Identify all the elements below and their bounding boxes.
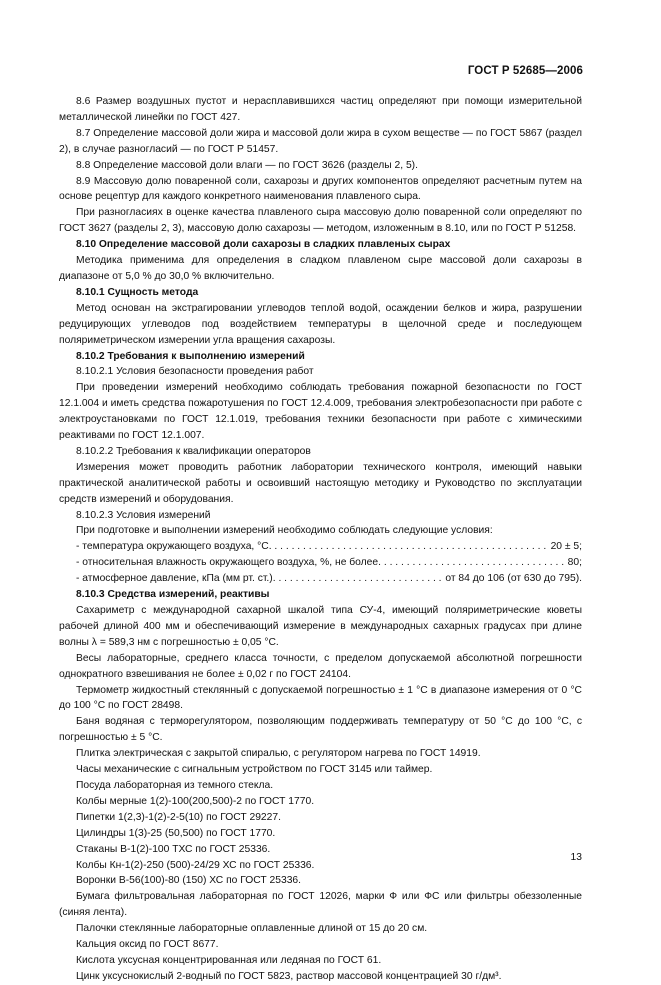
item-filter-paper: Бумага фильтровальная лабораторная по ГОСТ 12026, марки Ф или ФС или фильтры обеззоленные (синяя лента).	[59, 891, 582, 919]
paragraph-8-8: 8.8 Определение массовой доли влаги — по ГОСТ 3626 (разделы 2, 5).	[76, 159, 418, 171]
heading-8-10-1: 8.10.1 Сущность метода	[76, 286, 199, 298]
item-glass-rods: Палочки стеклянные лабораторные оплавленные длиной от 15 до 20 см.	[76, 923, 428, 935]
condition-pressure	[59, 571, 582, 587]
item-scales: Весы лабораторные, среднего класса точности, с пределом допускаемой абсолютной погрешности однократного взвешивания не более ± 0,02 г по ГОСТ 24104.	[59, 652, 582, 680]
dot-leader	[273, 571, 443, 587]
heading-8-10-2-3: 8.10.2.3 Условия измерений	[76, 509, 211, 521]
item-funnels: Воронки В-56(100)-80 (150) ХС по ГОСТ 25336.	[76, 875, 302, 887]
item-beakers: Стаканы В-1(2)-100 ТХС по ГОСТ 25336.	[76, 843, 271, 855]
condition-humidity-value: 80;	[567, 557, 582, 569]
item-water-bath: Баня водяная с терморегулятором, позволяющим поддерживать температуру от 50 °С до 100 °С, с погрешностью ± 5 °С.	[59, 716, 582, 744]
paragraph-method-essence: Метод основан на экстрагировании углеводов теплой водой, осаждении белков и жира, разрушении редуцирующих углеводов под воздействием температуры в щелочной среде и последующем поляриметрическом измерении угла вращения сахарозы.	[59, 302, 582, 346]
item-dark-glassware: Посуда лабораторная из темного стекла.	[76, 779, 274, 791]
heading-8-10-2-1: 8.10.2.1 Условия безопасности проведения работ	[76, 366, 314, 378]
condition-temperature-label: - температура окружающего воздуха, °С	[76, 541, 269, 553]
heading-8-10: 8.10 Определение массовой доли сахарозы в сладких плавленых сырах	[76, 239, 451, 251]
condition-pressure-value: от 84 до 106 (от 630 до 795).	[445, 573, 582, 585]
paragraph-safety: При проведении измерений необходимо соблюдать требования пожарной безопасности по ГОСТ 12.1.004 и иметь средства пожаротушения по ГОСТ 12.4.009, требования электробезопасности при работе с электроустановками по ГОСТ 12.1.019, требования техники безопасности при работе с химическими реактивами по ГОСТ 12.1.007.	[59, 382, 582, 442]
paragraph-qualification: Измерения может проводить работник лаборатории технического контроля, имеющий навыки практической аналитической работы и освоивший настоящую методику и Руководство по эксплуатации средств измерений и оборудования.	[59, 461, 582, 505]
paragraph-conditions-intro: При подготовке и выполнении измерений необходимо соблюдать следующие условия:	[76, 525, 493, 537]
paragraph-8-9: 8.9 Массовую долю поваренной соли, сахарозы и других компонентов определяют расчетным путем на основе рецептур для каждого конкретного наименования плавленого сыра.	[59, 175, 582, 203]
item-zinc-acetate: Цинк уксуснокислый 2-водный по ГОСТ 5823, раствор массовой концентрацией 30 г/дм³.	[76, 970, 502, 982]
item-thermometer: Термометр жидкостный стеклянный с допускаемой погрешностью ± 1 °С в диапазоне измерения от 0 °С до 100 °С по ГОСТ 28498.	[59, 684, 582, 712]
page-number: 13	[570, 852, 582, 863]
paragraph-method-range: Методика применима для определения в сладком плавленом сыре массовой доли сахарозы в диапазоне от 5,0 % до 30,0 % включительно.	[59, 255, 582, 282]
condition-pressure-label: - атмосферное давление, кПа (мм рт. ст.)	[76, 573, 273, 585]
item-hotplate: Плитка электрическая с закрытой спиралью, с регулятором нагрева по ГОСТ 14919.	[76, 748, 481, 760]
item-clock: Часы механические с сигнальным устройством по ГОСТ 3145 или таймер.	[76, 764, 433, 776]
item-pipettes: Пипетки 1(2,3)-1(2)-2-5(10) по ГОСТ 29227.	[76, 811, 281, 823]
heading-8-10-2-2: 8.10.2.2 Требования к квалификации операторов	[76, 445, 311, 457]
paragraph-disagreement: При разногласиях в оценке качества плавленого сыра массовую долю поваренной соли определяют по ГОСТ 3627 (разделы 2, 3), массовую долю сахарозы — методом, изложенным в 8.10, или по ГОСТ Р 51258.	[59, 207, 582, 235]
condition-temperature-value: 20 ± 5;	[550, 541, 582, 553]
paragraph-8-6: 8.6 Размер воздушных пустот и нерасплавившихся частиц определяют при помощи измерительной металлической линейки по ГОСТ 427.	[59, 96, 582, 123]
dot-leader	[378, 555, 565, 571]
paragraph-8-7: 8.7 Определение массовой доли жира и массовой доли жира в сухом веществе — по ГОСТ 5867 (раздел 2), в случае разногласий — по ГОСТ Р 51457.	[59, 127, 582, 155]
item-saccharimeter: Сахариметр с международной сахарной шкалой типа СУ-4, имеющий поляриметрические кюветы рабочей длиной 400 мм и обеспечивающий измерение в международных сахарных градусах при длине волны λ = 589,3 нм с погрешностью ± 0,05 °С.	[59, 605, 582, 648]
item-conical-flasks: Колбы Кн-1(2)-250 (500)-24/29 ХС по ГОСТ 25336.	[76, 859, 315, 871]
item-cylinders: Цилиндры 1(3)-25 (50,500) по ГОСТ 1770.	[76, 827, 276, 839]
item-calcium-oxide: Кальция оксид по ГОСТ 8677.	[76, 939, 219, 951]
heading-8-10-3: 8.10.3 Средства измерений, реактивы	[76, 589, 270, 601]
condition-humidity-label: - относительная влажность окружающего воздуха, %, не более	[76, 557, 379, 569]
standard-code-header: ГОСТ Р 52685—2006	[467, 65, 583, 77]
dot-leader	[269, 539, 548, 555]
condition-temperature	[59, 539, 582, 555]
heading-8-10-2: 8.10.2 Требования к выполнению измерений	[76, 350, 305, 362]
item-volumetric-flasks: Колбы мерные 1(2)-100(200,500)-2 по ГОСТ 1770.	[76, 795, 315, 807]
document-body	[59, 94, 582, 985]
condition-humidity	[59, 555, 582, 571]
item-acetic-acid: Кислота уксусная концентрированная или ледяная по ГОСТ 61.	[76, 954, 382, 966]
